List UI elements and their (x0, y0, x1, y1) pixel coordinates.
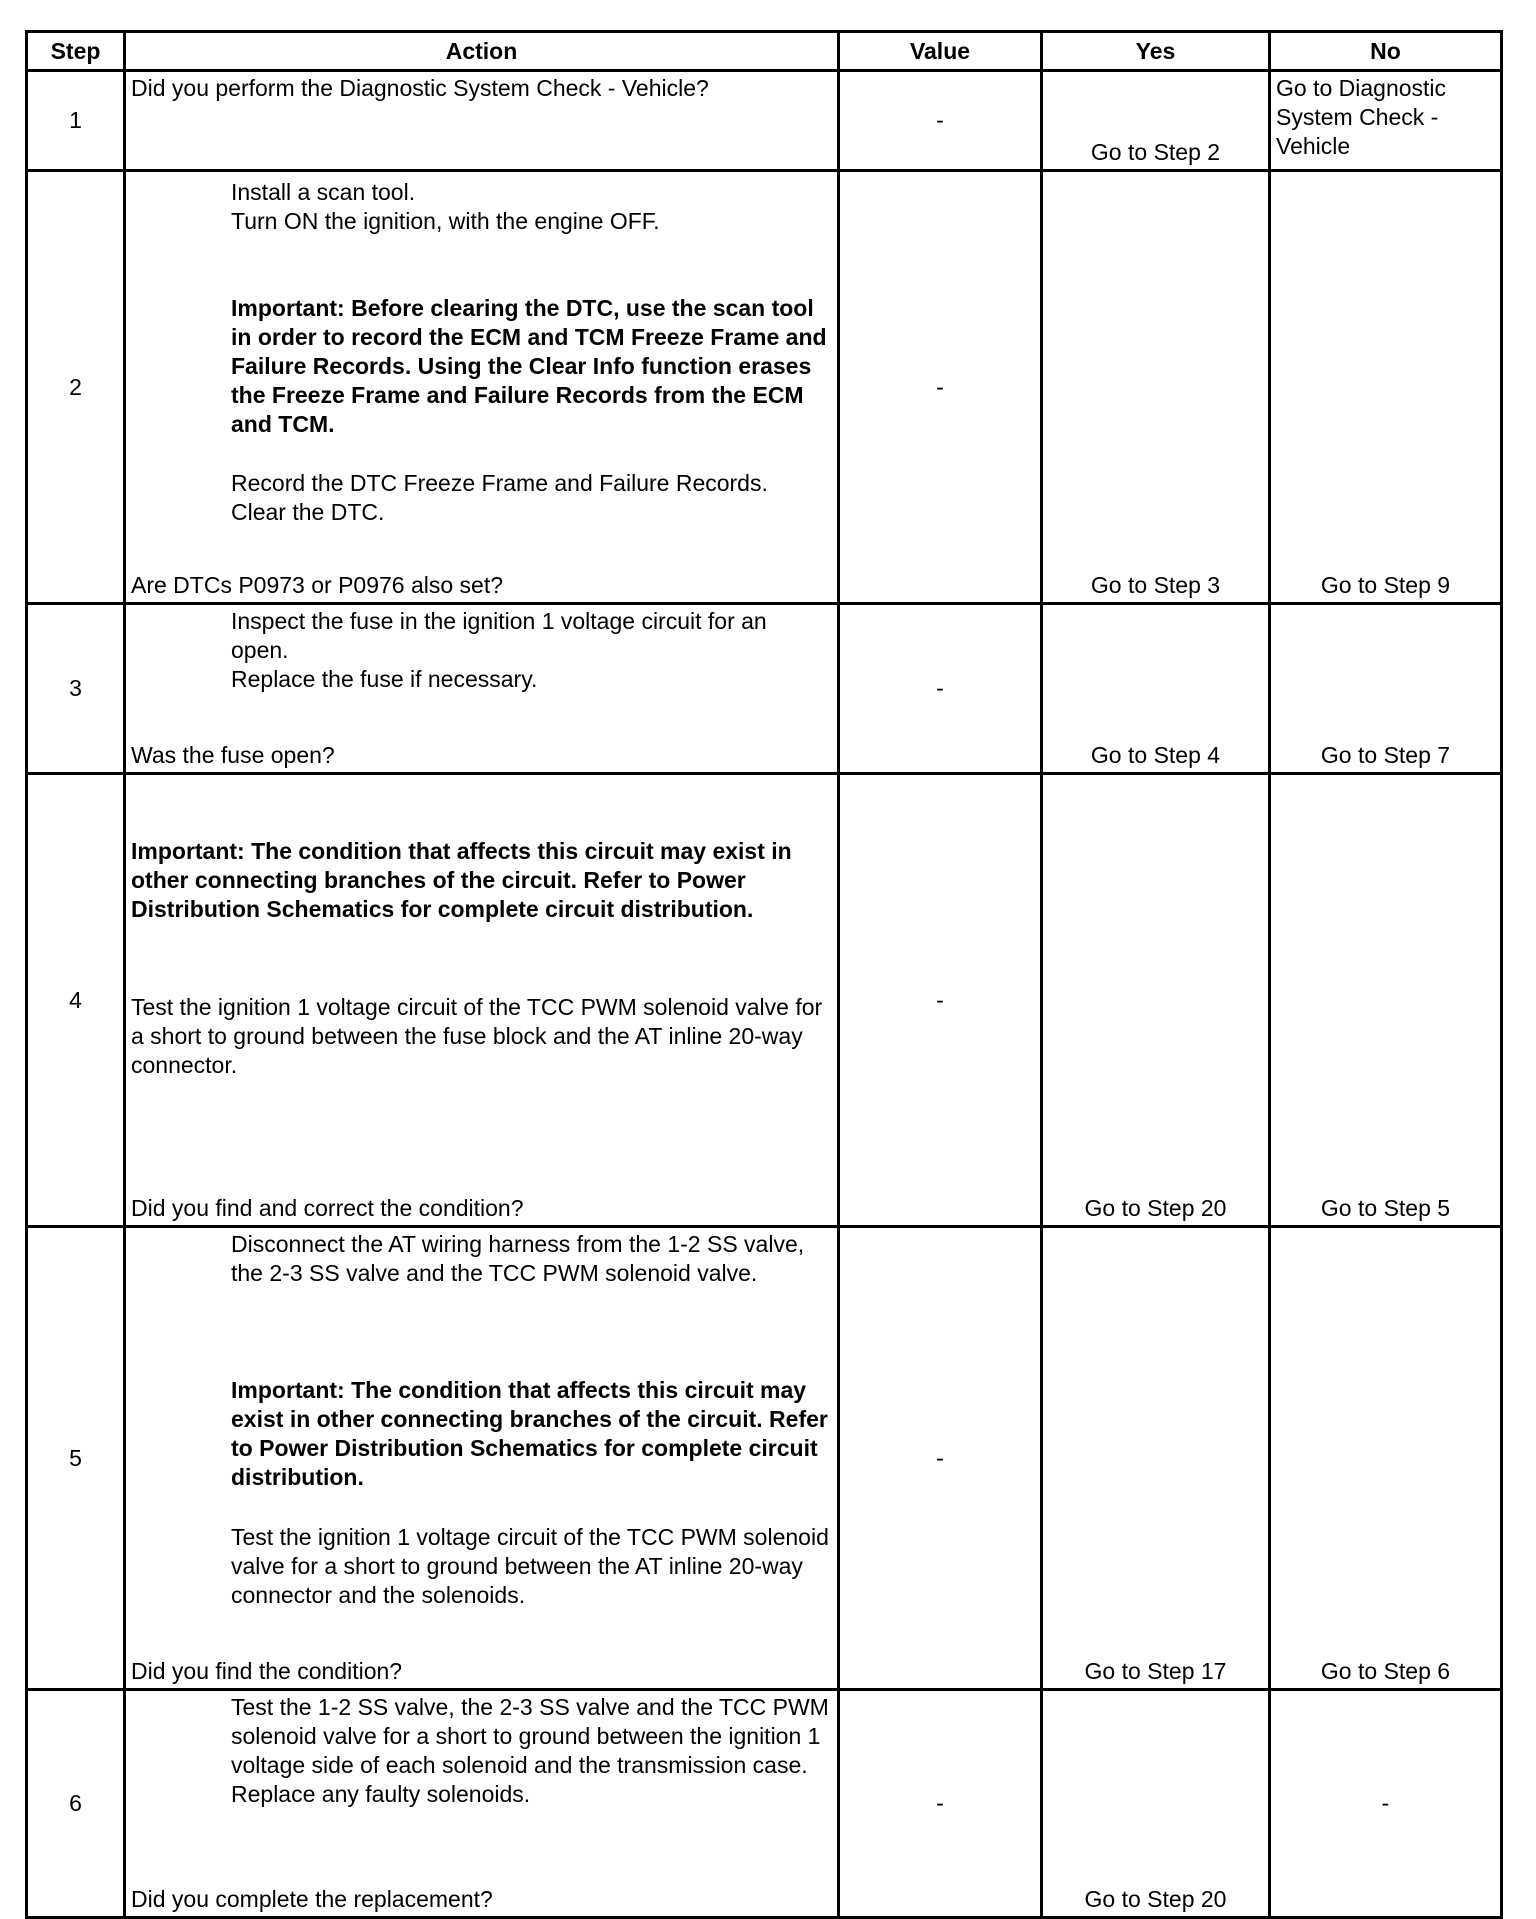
header-row (27, 32, 1502, 71)
action-question: Are DTCs P0973 or P0976 also set? (131, 572, 504, 598)
action-line: Replace any faulty solenoids. (231, 1781, 531, 1807)
action-cell (125, 171, 839, 604)
no-link[interactable]: Go to Step 5 (1320, 1195, 1451, 1221)
action-line: Replace the fuse if necessary. (231, 666, 538, 692)
no-cell: - (1270, 1690, 1502, 1918)
no-cell (1270, 171, 1502, 604)
action-question: Was the fuse open? (131, 742, 335, 768)
important-note: Important: The condition that affects this circuit may exist in other connecting branches of the circuit. Refer to Power Distribution Schematics for complete circuit distribution. (231, 1377, 828, 1490)
no-cell (1270, 604, 1502, 774)
diagnostic-table (25, 30, 1503, 1919)
action-question: Did you complete the replacement? (131, 1886, 493, 1912)
action-instructions (231, 1693, 829, 1809)
action-line: Record the DTC Freeze Frame and Failure Records. (231, 470, 768, 496)
value-cell: - (839, 604, 1042, 774)
action-cell (125, 774, 839, 1227)
table-row-step-2 (27, 171, 1502, 604)
table-row-step-5 (27, 1227, 1502, 1690)
action-cell (125, 71, 839, 171)
action-line: Turn ON the ignition, with the engine OFF. (231, 208, 660, 234)
table-row-step-1 (27, 71, 1502, 171)
action-question: Did you find and correct the condition? (131, 1195, 524, 1221)
value-cell: - (839, 71, 1042, 171)
header-step: Step (27, 32, 125, 71)
header-yes: Yes (1042, 32, 1270, 71)
action-instructions (231, 607, 829, 694)
yes-cell (1042, 774, 1270, 1227)
table-row-step-4 (27, 774, 1502, 1227)
action-line: Inspect the fuse in the ignition 1 voltage circuit for an open. (231, 608, 767, 663)
no-link[interactable]: Go to Step 6 (1320, 1658, 1451, 1684)
action-cell (125, 604, 839, 774)
yes-link[interactable]: Go to Step 3 (1090, 572, 1221, 598)
action-line: Test the 1-2 SS valve, the 2-3 SS valve and the TCC PWM solenoid valve for a short to ground between the ignition 1 voltage side of each solenoid and the transmission case. (231, 1694, 829, 1778)
yes-link[interactable]: Go to Step 20 (1084, 1195, 1227, 1221)
yes-link[interactable]: Go to Step 17 (1084, 1658, 1227, 1684)
value-cell: - (839, 1690, 1042, 1918)
important-note: Important: Before clearing the DTC, use the scan tool in order to record the ECM and TCM Freeze Frame and Failure Records. Using the Clear Info function erases the Freeze Frame and Failure Records from the ECM and TCM. (231, 295, 827, 437)
yes-cell (1042, 71, 1270, 171)
yes-cell (1042, 171, 1270, 604)
step-number: 6 (27, 1690, 125, 1918)
action-line: Install a scan tool. (231, 179, 416, 205)
action-instructions (231, 178, 829, 236)
action-instructions (231, 469, 829, 527)
header-value: Value (839, 32, 1042, 71)
step-number: 1 (27, 71, 125, 171)
no-cell (1270, 71, 1502, 171)
no-link[interactable]: Go to Diagnostic System Check - Vehicle (1276, 75, 1447, 159)
action-instructions: Test the ignition 1 voltage circuit of the TCC PWM solenoid valve for a short to ground between the AT inline 20-way connector and the solenoids. (231, 1524, 829, 1608)
step-number: 3 (27, 604, 125, 774)
no-link[interactable]: Go to Step 7 (1320, 742, 1451, 768)
table-row-step-3 (27, 604, 1502, 774)
action-question: Did you perform the Diagnostic System Check - Vehicle? (131, 75, 709, 101)
yes-cell (1042, 1690, 1270, 1918)
no-link[interactable]: Go to Step 9 (1320, 572, 1451, 598)
table-row-step-6 (27, 1690, 1502, 1918)
no-cell (1270, 1227, 1502, 1690)
yes-link[interactable]: Go to Step 2 (1090, 139, 1221, 165)
value-cell: - (839, 774, 1042, 1227)
action-question: Did you find the condition? (131, 1658, 403, 1684)
action-cell (125, 1227, 839, 1690)
yes-cell (1042, 1227, 1270, 1690)
header-action: Action (125, 32, 839, 71)
header-no: No (1270, 32, 1502, 71)
yes-link[interactable]: Go to Step 4 (1090, 742, 1221, 768)
yes-link[interactable]: Go to Step 20 (1084, 1886, 1227, 1912)
action-instructions: Test the ignition 1 voltage circuit of the TCC PWM solenoid valve for a short to ground between the fuse block and the AT inline 20-way connector. (131, 994, 823, 1078)
value-cell: - (839, 171, 1042, 604)
value-cell: - (839, 1227, 1042, 1690)
action-cell (125, 1690, 839, 1918)
important-note: Important: The condition that affects this circuit may exist in other connecting branches of the circuit. Refer to Power Distribution Schematics for complete circuit distribution. (131, 838, 792, 922)
step-number: 4 (27, 774, 125, 1227)
step-number: 2 (27, 171, 125, 604)
yes-cell (1042, 604, 1270, 774)
no-cell (1270, 774, 1502, 1227)
action-instructions: Disconnect the AT wiring harness from the 1-2 SS valve, the 2-3 SS valve and the TCC PWM solenoid valve. (231, 1231, 805, 1286)
action-line: Clear the DTC. (231, 499, 385, 525)
step-number: 5 (27, 1227, 125, 1690)
